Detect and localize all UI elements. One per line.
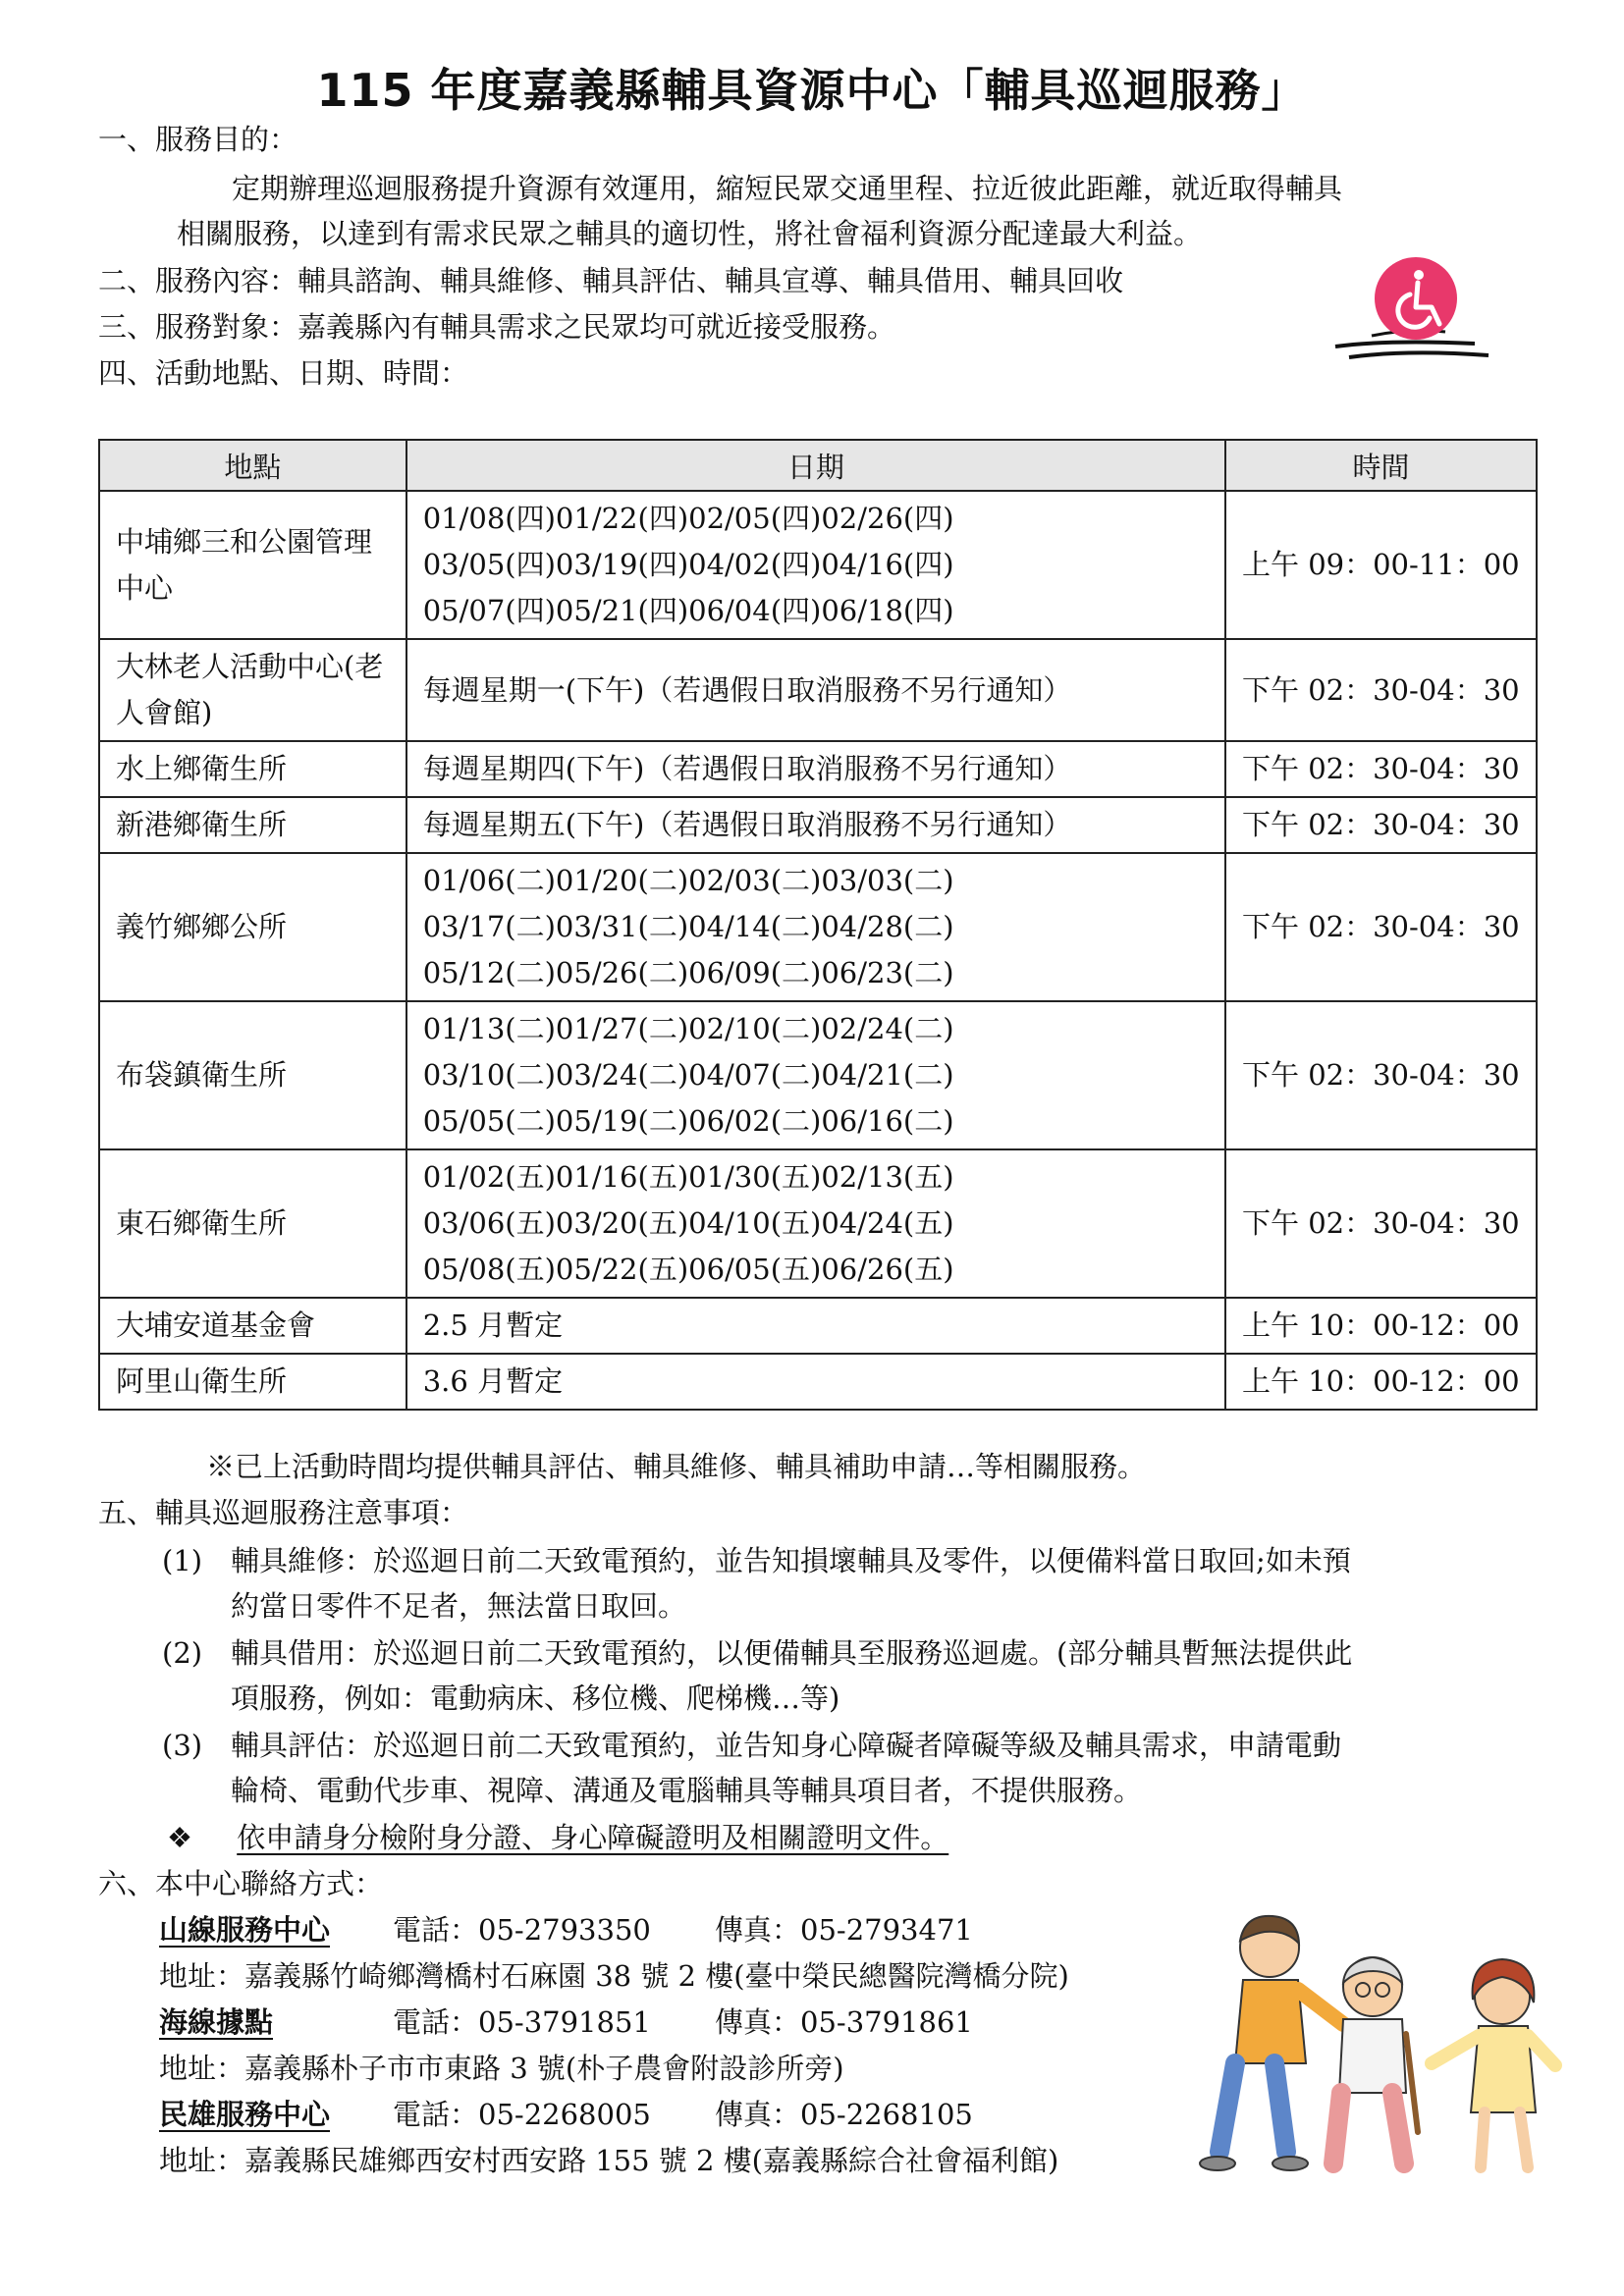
row-time: 下午 02：30-04：30 xyxy=(1225,853,1537,1001)
contact-mountain-center xyxy=(159,1910,330,1949)
center-name: 山線服務中心 xyxy=(159,1913,331,1947)
date-line: 05/07(四)05/21(四)06/04(四)06/18(四) xyxy=(422,594,954,627)
row-dates xyxy=(406,491,1225,639)
center-address: 地址：嘉義縣民雄鄉西安村西安路 155 號 2 樓(嘉義縣綜合社會福利館) xyxy=(159,2144,1059,2177)
elderly-people-illustration xyxy=(1196,1906,1569,2186)
section-1-text-line-1: 定期辦理巡迴服務提升資源有效運用，縮短民眾交通里程、拉近彼此距離，就近取得輔具 xyxy=(232,172,1343,205)
center-phone: 電話：05-2793350 xyxy=(393,1913,651,1947)
date-line: 3.6 月暫定 xyxy=(422,1364,564,1398)
row-dates xyxy=(406,853,1225,1001)
row-location: 阿里山衛生所 xyxy=(99,1354,406,1410)
date-line: 05/05(二)05/19(二)06/02(二)06/16(二) xyxy=(422,1104,954,1138)
row-time: 上午 10：00-12：00 xyxy=(1225,1298,1537,1354)
table-note: ※已上活動時間均提供輔具評估、輔具維修、輔具補助申請…等相關服務。 xyxy=(206,1450,1147,1483)
row-dates xyxy=(406,1149,1225,1298)
document-requirement-text: 依申請身分檢附身分證、身心障礙證明及相關證明文件。 xyxy=(237,1821,949,1854)
note-text-line: 輔具維修：於巡迴日前二天致電預約，並告知損壞輔具及零件，以便備料當日取回;如未預 xyxy=(231,1544,1351,1577)
section-4-heading: 四、活動地點、日期、時間： xyxy=(98,356,469,390)
row-location: 義竹鄉鄉公所 xyxy=(99,853,406,1001)
date-line: 03/05(四)03/19(四)04/02(四)04/16(四) xyxy=(422,548,954,581)
table-row xyxy=(99,741,1537,797)
note-item-1 xyxy=(162,1538,1556,1629)
date-line: 03/17(二)03/31(二)04/14(二)04/28(二) xyxy=(422,910,954,943)
section-5-heading: 五、輔具巡迴服務注意事項： xyxy=(98,1496,469,1529)
table-row xyxy=(99,1298,1537,1354)
center-name: 民雄服務中心 xyxy=(159,2098,331,2131)
row-time: 上午 09：00-11：00 xyxy=(1225,491,1537,639)
row-dates xyxy=(406,1001,1225,1149)
center-phone: 電話：05-3791851 xyxy=(393,2005,651,2039)
row-location: 布袋鎮衛生所 xyxy=(99,1001,406,1149)
row-time: 上午 10：00-12：00 xyxy=(1225,1354,1537,1410)
table-row xyxy=(99,797,1537,853)
diamond-bullet-icon: ❖ xyxy=(167,1821,192,1854)
table-row xyxy=(99,853,1537,1001)
row-location: 東石鄉衛生所 xyxy=(99,1149,406,1298)
note-item-2 xyxy=(162,1630,1556,1721)
date-line: 05/12(二)05/26(二)06/09(二)06/23(二) xyxy=(422,956,954,989)
date-line: 01/13(二)01/27(二)02/10(二)02/24(二) xyxy=(422,1012,954,1045)
center-fax: 傳真：05-3791861 xyxy=(715,2005,973,2039)
table-row xyxy=(99,639,1537,741)
center-address: 地址：嘉義縣竹崎鄉灣橋村石麻園 38 號 2 樓(臺中榮民總醫院灣橋分院) xyxy=(159,1959,1069,1993)
note-text-line: 輪椅、電動代步車、視障、溝通及電腦輔具等輔具項目者，不提供服務。 xyxy=(231,1774,1143,1807)
center-fax: 傳真：05-2793471 xyxy=(715,1913,973,1947)
row-location: 中埔鄉三和公園管理中心 xyxy=(99,491,406,639)
note-number: (3) xyxy=(162,1729,203,1762)
row-dates xyxy=(406,741,1225,797)
date-line: 2.5 月暫定 xyxy=(422,1308,564,1342)
date-line: 每週星期一(下午)（若遇假日取消服務不另行通知） xyxy=(422,672,1072,707)
date-line: 01/02(五)01/16(五)01/30(五)02/13(五) xyxy=(422,1160,954,1194)
schedule-table xyxy=(98,439,1538,1411)
center-fax: 傳真：05-2268105 xyxy=(715,2098,973,2131)
section-1-heading: 一、服務目的： xyxy=(98,123,298,156)
row-dates xyxy=(406,797,1225,853)
header-location: 地點 xyxy=(99,440,406,491)
row-dates xyxy=(406,639,1225,741)
row-location: 水上鄉衛生所 xyxy=(99,741,406,797)
table-header-row xyxy=(99,440,1537,491)
row-dates xyxy=(406,1298,1225,1354)
date-line: 每週星期四(下午)（若遇假日取消服務不另行通知） xyxy=(422,752,1072,785)
row-time: 下午 02：30-04：30 xyxy=(1225,639,1537,741)
document-requirement-bullet xyxy=(167,1818,948,1857)
note-number: (2) xyxy=(162,1636,203,1670)
row-time: 下午 02：30-04：30 xyxy=(1225,741,1537,797)
row-location: 大林老人活動中心(老人會館) xyxy=(99,639,406,741)
date-line: 05/08(五)05/22(五)06/05(五)06/26(五) xyxy=(422,1253,954,1286)
note-text-line: 輔具評估：於巡迴日前二天致電預約，並告知身心障礙者障礙等級及輔具需求，申請電動 xyxy=(231,1729,1342,1762)
note-text-line: 約當日零件不足者，無法當日取回。 xyxy=(231,1589,687,1623)
section-6-heading: 六、本中心聯絡方式： xyxy=(98,1867,384,1900)
section-3-audience: 三、服務對象：嘉義縣內有輔具需求之民眾均可就近接受服務。 xyxy=(98,310,896,344)
row-location: 大埔安道基金會 xyxy=(99,1298,406,1354)
center-address: 地址：嘉義縣朴子市市東路 3 號(朴子農會附設診所旁) xyxy=(159,2052,844,2085)
note-text-line: 輔具借用：於巡迴日前二天致電預約，以便備輔具至服務巡迴處。(部分輔具暫無法提供此 xyxy=(231,1636,1353,1670)
table-row xyxy=(99,1149,1537,1298)
contact-minxiong-center xyxy=(159,2095,330,2134)
note-text-line: 項服務，例如：電動病床、移位機、爬梯機…等) xyxy=(231,1682,840,1715)
center-phone: 電話：05-2268005 xyxy=(393,2098,651,2131)
date-line: 每週星期五(下午)（若遇假日取消服務不另行通知） xyxy=(422,808,1072,841)
wheelchair-icon xyxy=(1327,253,1496,369)
date-line: 01/06(二)01/20(二)02/03(二)03/03(二) xyxy=(422,864,954,897)
row-time: 下午 02：30-04：30 xyxy=(1225,797,1537,853)
section-1-text-line-2: 相關服務，以達到有需求民眾之輔具的適切性，將社會福利資源分配達最大利益。 xyxy=(177,217,1203,250)
date-line: 03/06(五)03/20(五)04/10(五)04/24(五) xyxy=(422,1206,954,1240)
note-number: (1) xyxy=(162,1544,203,1577)
contact-coastal-point xyxy=(159,2002,273,2042)
table-row xyxy=(99,1354,1537,1410)
row-time: 下午 02：30-04：30 xyxy=(1225,1149,1537,1298)
row-dates xyxy=(406,1354,1225,1410)
header-time: 時間 xyxy=(1225,440,1537,491)
row-location: 新港鄉衛生所 xyxy=(99,797,406,853)
row-time: 下午 02：30-04：30 xyxy=(1225,1001,1537,1149)
section-2-services: 二、服務內容：輔具諮詢、輔具維修、輔具評估、輔具宣導、輔具借用、輔具回收 xyxy=(98,264,1124,297)
note-item-3 xyxy=(162,1723,1556,1813)
table-row xyxy=(99,491,1537,639)
table-row xyxy=(99,1001,1537,1149)
date-line: 01/08(四)01/22(四)02/05(四)02/26(四) xyxy=(422,502,954,535)
center-name: 海線據點 xyxy=(159,2005,274,2039)
page-title: 115 年度嘉義縣輔具資源中心「輔具巡迴服務」 xyxy=(316,64,1308,117)
header-date: 日期 xyxy=(406,440,1225,491)
date-line: 03/10(二)03/24(二)04/07(二)04/21(二) xyxy=(422,1058,954,1092)
